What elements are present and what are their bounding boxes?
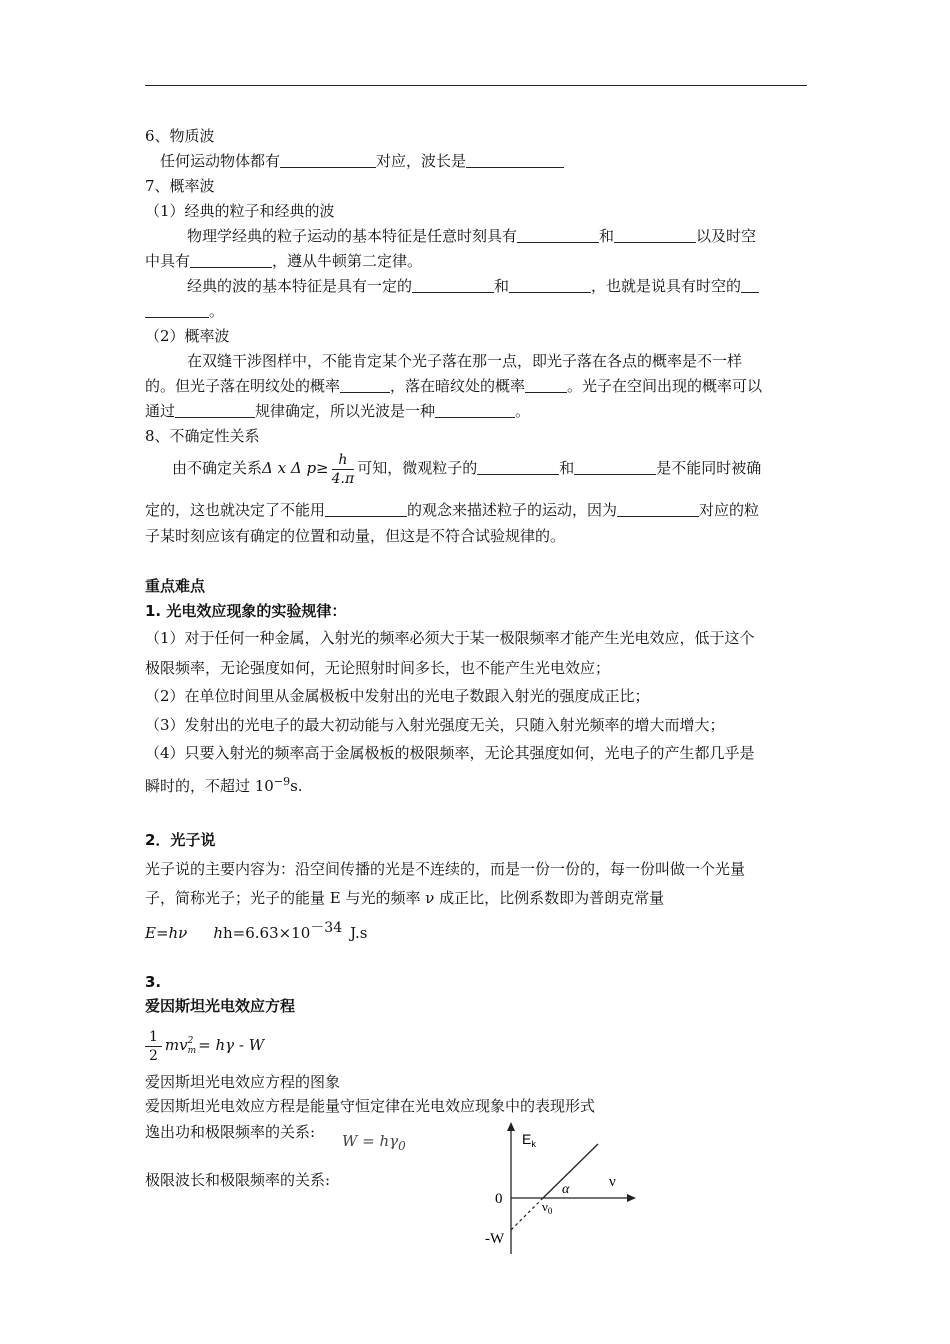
threshold-wavelength-label: 极限波长和极限频率的关系: [145,1171,331,1189]
blank[interactable] [145,303,209,318]
blank[interactable] [280,153,376,168]
ek-line [543,1144,598,1198]
uncertainty-formula: Δ x Δ p≥ [262,459,329,477]
blank[interactable] [340,378,390,393]
section-7-p2: 经典的波的基本特征是具有一定的 和 ，也就是说具有时空的 [187,276,759,296]
blank[interactable] [412,278,494,293]
blank[interactable] [509,278,591,293]
blank[interactable] [477,460,559,475]
photon-theory-p1: 光子说的主要内容为：沿空间传播的光是不连续的，而是一份一份的，每一份叫做一个光量 [145,860,746,878]
photoelectric-title: 1. 光电效应现象的实验规律： [145,602,347,620]
rule-1: （1）对于任何一种金属，入射光的频率必须大于某一极限频率才能产生光电效应，低于这个 [145,629,755,647]
ek-line-extension [511,1198,543,1230]
alpha-label: α [562,1182,570,1197]
blank[interactable] [574,460,656,475]
section-7-sub1: （1）经典的粒子和经典的波 [145,202,335,220]
blank[interactable] [617,502,699,517]
planck-constant: h=6.63×10 [222,924,311,942]
section-8-heading: 8、不确定性关系 [145,427,260,445]
origin-label: 0 [495,1191,503,1207]
photon-theory-title: 2．光子说 [145,831,216,849]
section-7-heading: 7、概率波 [145,177,215,195]
ek-nu-diagram [480,1120,640,1260]
section-7-p3: 在双缝干涉图样中，不能肯定某个光子落在那一点，即光子落在各点的概率是不一样 [187,352,743,370]
blank[interactable] [325,502,407,517]
blank[interactable] [517,228,599,243]
y-axis-label: $E_k$ [522,1131,536,1149]
section-8-p1-cont2: 子某时刻应该有确定的位置和动量，但这是不符合试验规律的。 [145,527,566,545]
y-axis-arrow [507,1122,515,1131]
photon-energy-equation: E=hν $hh=6.63\times 10^{-34}$ J.s [145,920,368,942]
einstein-equation: $\frac{1}{2}$ mv 2 m = hγ - W [145,1022,264,1068]
section-7-p3-cont: 的。但光子落在明纹处的概率 ，落在暗纹处的概率 。光子在空间出现的概率可以 [145,377,763,395]
blank[interactable] [614,228,696,243]
rule-4: （4）只要入射光的频率高于金属极板的极限频率，无论其强度如何，光电子的产生都几乎是 [145,744,755,762]
blank[interactable] [175,403,255,418]
nu0-label: $\nu_0$ [542,1199,553,1216]
section-3-number: 3. [145,973,162,991]
section-7-sub2: （2）概率波 [145,327,230,345]
x-axis-label: ν [609,1174,616,1190]
energy-conservation-line: 爱因斯坦光电效应方程是能量守恒定律在光电效应现象中的表现形式 [145,1097,596,1115]
neg-w-label: -W [485,1231,505,1247]
photon-theory-p2: 子，简称光子；光子的能量 E 与光的频率 ν 成正比，比例系数即为普朗克常量 [145,889,665,907]
section-8-p1-cont: 定的，这也就决定了不能用 的观念来描述粒子的运动，因为 对应的粒 [145,501,760,519]
section-7-p3-cont2: 通过 规律确定，所以光波是一种 。 [145,402,531,420]
formula-fraction: $\frac{h}{4.\pi}$ [331,451,355,487]
section-7-p1: 物理学经典的粒子运动的基本特征是任意时刻具有 和 以及时空 [187,227,757,245]
rule-4-cont: 瞬时的，不超过 $10^{-9}s$. [145,775,303,795]
x-axis-arrow [627,1194,636,1202]
blank[interactable] [435,403,515,418]
section-7-p1-cont: 中具有 ，遵从牛顿第二定律。 [145,252,423,270]
rule-2: （2）在单位时间里从金属极板中发射出的光电子数跟入射光的强度成正比； [145,687,650,705]
einstein-title: 爱因斯坦光电效应方程 [145,997,296,1015]
header-rule [145,85,807,86]
section-6-line: 任何运动物体都有 对应，波长是 [160,151,564,171]
rule-3: （3）发射出的光电子的最大初动能与入射光强度无关，只随入射光频率的增大而增大； [145,716,725,734]
work-function-label: 逸出功和极限频率的关系: [145,1123,316,1141]
blank[interactable] [190,253,272,268]
section-8-p1: 由不确定关系Δ x Δ p≥ $\frac{h}{4.\pi}$ 可知，微观粒子的 和 是不能同时被确 [172,451,762,487]
section-7-p2-cont: 。 [145,301,224,321]
blank[interactable] [525,378,567,393]
rule-1-cont: 极限频率，无论强度如何，无论照射时间多长，也不能产生光电效应； [145,659,611,677]
einstein-graph-caption: 爱因斯坦光电效应方程的图象 [145,1073,341,1091]
work-function-equation: $W = h\gamma_0$ [342,1132,406,1153]
key-points-heading: 重点难点 [145,577,206,595]
blank[interactable] [466,153,564,168]
blank[interactable] [741,278,759,293]
section-6-heading: 6、物质波 [145,127,215,145]
